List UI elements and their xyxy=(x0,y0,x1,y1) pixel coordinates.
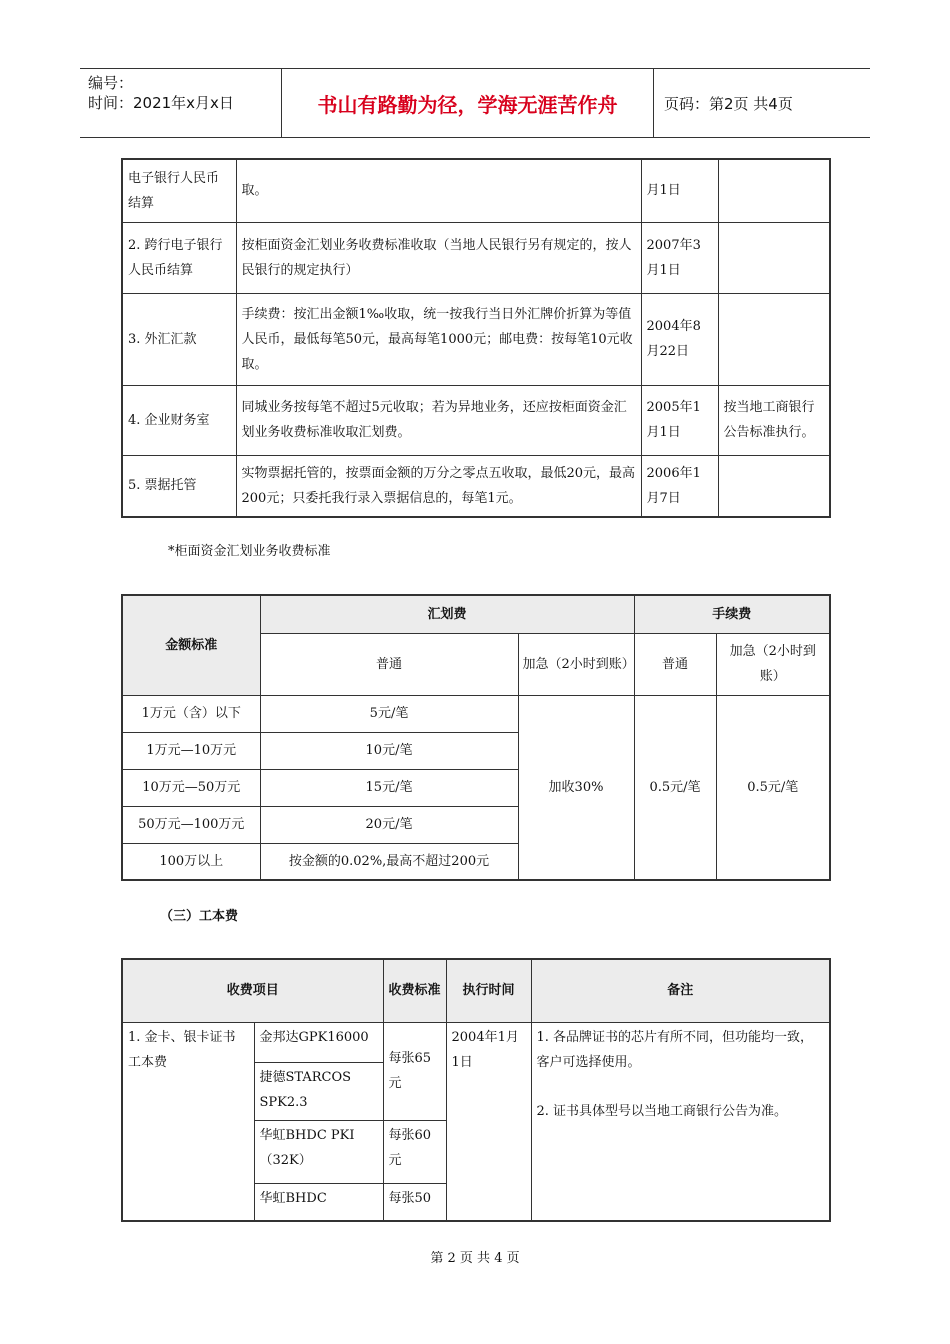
fee-date: 2004年8月22日 xyxy=(641,293,718,385)
fee-table xyxy=(121,158,831,518)
amount-range: 10万元—50万元 xyxy=(122,769,260,806)
table-row xyxy=(122,385,830,455)
table-header-row xyxy=(122,959,830,1022)
fee-description: 手续费：按汇出金额1‰收取，统一按我行当日外汇牌价折算为等值人民币，最低每笔50元，最高每笔1000元；邮电费：按每笔10元收取。 xyxy=(236,293,641,385)
price: 每张65元 xyxy=(383,1022,446,1120)
amount-range: 1万元—10万元 xyxy=(122,732,260,769)
fee-item: 电子银行人民币结算 xyxy=(122,159,236,222)
amount-range: 100万以上 xyxy=(122,843,260,880)
product-name: 捷德STARCOS SPK2.3 xyxy=(254,1062,383,1120)
fee-note xyxy=(718,159,830,222)
table-row xyxy=(122,222,830,293)
amount-range: 1万元（含）以下 xyxy=(122,695,260,732)
cost-notes xyxy=(531,1022,830,1221)
note-line: 2. 证书具体型号以当地工商银行公告为准。 xyxy=(536,1103,788,1119)
transfer-fee: 15元/笔 xyxy=(260,769,518,806)
table-row xyxy=(122,159,830,222)
product-name: 华虹BHDC PKI（32K） xyxy=(254,1120,383,1183)
transfer-table-caption: *柜面资金汇划业务收费标准 xyxy=(168,544,331,559)
transfer-fee: 20元/笔 xyxy=(260,806,518,843)
header-item: 收费项目 xyxy=(122,959,383,1022)
header-standard: 收费标准 xyxy=(383,959,446,1022)
header-handling-fee: 手续费 xyxy=(634,595,830,633)
table-row xyxy=(122,1022,830,1062)
product-name: 华虹BHDC xyxy=(254,1183,383,1221)
header-date: 执行时间 xyxy=(446,959,531,1022)
header-normal-handling: 普通 xyxy=(634,633,716,695)
table-row xyxy=(122,293,830,385)
urgent-fee: 加收30% xyxy=(518,695,634,880)
fee-note xyxy=(718,293,830,385)
fee-item: 5. 票据托管 xyxy=(122,455,236,517)
amount-range: 50万元—100万元 xyxy=(122,806,260,843)
fee-date: 2007年3月1日 xyxy=(641,222,718,293)
transfer-fee-table xyxy=(121,594,831,881)
fee-date: 2006年1月7日 xyxy=(641,455,718,517)
header-urgent-handling: 加急（2小时到账） xyxy=(716,633,830,695)
note-line: 1. 各品牌证书的芯片有所不同，但功能均一致，客户可选择使用。 xyxy=(536,1029,814,1070)
fee-date: 2005年1月1日 xyxy=(641,385,718,455)
fee-item: 2. 跨行电子银行人民币结算 xyxy=(122,222,236,293)
fee-item: 4. 企业财务室 xyxy=(122,385,236,455)
header-transfer-fee: 汇划费 xyxy=(260,595,634,633)
fee-description: 按柜面资金汇划业务收费标准收取（当地人民银行另有规定的，按人民银行的规定执行） xyxy=(236,222,641,293)
fee-note: 按当地工商银行公告标准执行。 xyxy=(718,385,830,455)
table-header-row xyxy=(122,595,830,633)
header-motto: 书山有路勤为径，学海无涯苦作舟 xyxy=(282,69,654,137)
fee-description: 同城业务按每笔不超过5元收取；若为异地业务，还应按柜面资金汇划业务收费标准收取汇划费。 xyxy=(236,385,641,455)
price: 每张50 xyxy=(383,1183,446,1221)
table-row xyxy=(122,695,830,732)
document-number-label: 编号： xyxy=(88,74,134,92)
transfer-fee: 10元/笔 xyxy=(260,732,518,769)
handling-urgent-fee: 0.5元/笔 xyxy=(716,695,830,880)
cost-item: 1. 金卡、银卡证书工本费 xyxy=(122,1022,254,1221)
page-footer: 第 2 页 共 4 页 xyxy=(430,1251,520,1266)
fee-date: 月1日 xyxy=(641,159,718,222)
price: 每张60元 xyxy=(383,1120,446,1183)
transfer-fee: 5元/笔 xyxy=(260,695,518,732)
transfer-fee: 按金额的0.02%,最高不超过200元 xyxy=(260,843,518,880)
section-title: （三）工本费 xyxy=(160,909,239,924)
header-page-number: 页码：第2页 共4页 xyxy=(664,94,793,113)
cost-date: 2004年1月1日 xyxy=(446,1022,531,1221)
header-urgent: 加急（2小时到账） xyxy=(518,633,634,695)
header-amount: 金额标准 xyxy=(122,595,260,695)
cost-table xyxy=(121,958,831,1222)
handling-normal-fee: 0.5元/笔 xyxy=(634,695,716,880)
fee-item: 3. 外汇汇款 xyxy=(122,293,236,385)
fee-note xyxy=(718,222,830,293)
header-normal: 普通 xyxy=(260,633,518,695)
fee-note xyxy=(718,455,830,517)
header-note: 备注 xyxy=(531,959,830,1022)
fee-description: 实物票据托管的，按票面金额的万分之零点五收取，最低20元，最高200元；只委托我行录入票据信息的，每笔1元。 xyxy=(236,455,641,517)
page-header xyxy=(80,68,870,138)
header-meta xyxy=(80,69,282,137)
fee-description: 取。 xyxy=(236,159,641,222)
table-row xyxy=(122,455,830,517)
document-time-label: 时间：2021年x月x日 xyxy=(88,94,234,112)
product-name: 金邦达GPK16000 xyxy=(254,1022,383,1062)
